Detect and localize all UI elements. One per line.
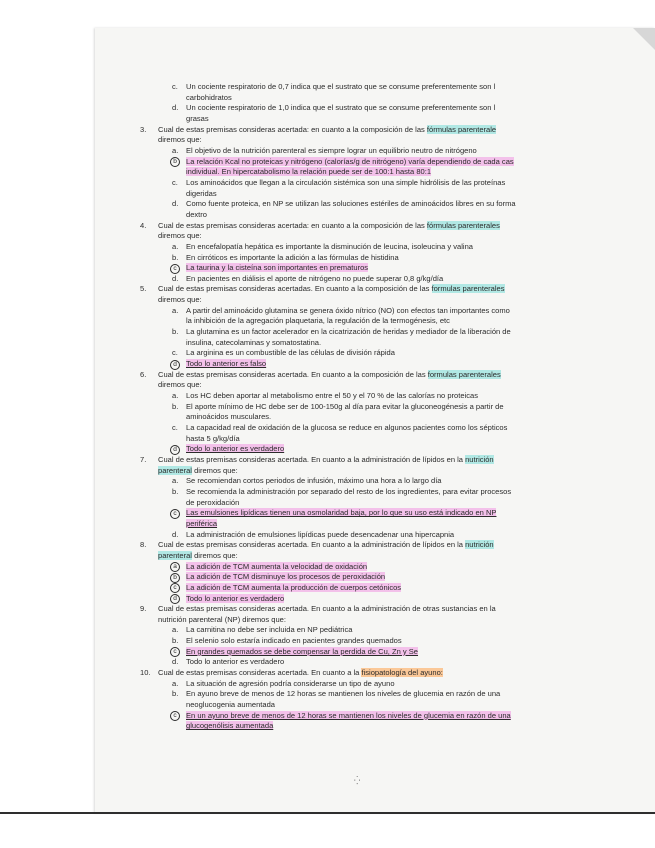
option-c-cont: hasta 5 g/kg/día — [186, 433, 240, 443]
option-a: a. Los HC deben aportar al metabolismo entre el 50 y el 70 % de las calorías no proteicas — [172, 391, 478, 401]
option-b: b. El selenio solo estaría indicado en pacientes grandes quemados — [172, 636, 402, 646]
option-a: a. La carnitina no debe ser incluida en NP pediátrica — [172, 625, 353, 635]
option-b-cont: individual. En hipercatabolismo la relación puede ser de 100:1 hasta 80:1 — [186, 167, 432, 177]
highlight: parenteral — [158, 465, 192, 475]
question-3: 3. Cual de estas premisas consideras acertada: en cuanto a la composición de las fórmulas parenterale — [140, 124, 497, 134]
exam-content — [140, 82, 655, 732]
option-d-circled: d Todo lo anterior es verdadero — [140, 444, 655, 455]
option-b-cont: de peroxidación — [186, 497, 240, 507]
option-d-circled: d Todo lo anterior es falso — [140, 359, 655, 370]
option-c: c. Un cociente respiratorio de 0,7 indica que el sustrato que se consume preferentemente son l — [172, 82, 496, 91]
option-c-cont: periférica — [186, 518, 218, 528]
option-a: a. El objetivo de la nutrición parenteral es siempre lograr un equilibrio neutro de nitrógeno — [172, 145, 477, 155]
highlight: nutrición — [465, 540, 494, 550]
option-c-circled: c Las emulsiones lipídicas tienen una osmolaridad baja, por lo que su uso está indicado en NP — [140, 508, 655, 519]
option-d: d. En pacientes en diálisis el aporte de nitrógeno no puede superar 0,8 g/kg/día — [172, 273, 444, 283]
option-c: c. La capacidad real de oxidación de la glucosa se reduce en algunos pacientes como los sépticos — [172, 423, 508, 432]
option-c-cont: digeridas — [186, 188, 217, 198]
highlight: formulas parenterales — [431, 284, 505, 294]
option-b-circled: b La adición de TCM disminuye los procesos de peroxidación — [140, 572, 655, 583]
option-b: b. El aporte mínimo de HC debe ser de 100-150g al día para evitar la gluconeogénesis a partir de — [172, 401, 504, 411]
question-8: 8. Cual de estas premisas consideras acertada. En cuanto a la administración de lípidos en la nutrición — [140, 540, 494, 550]
option-b: b. Se recomienda la administración por separado del resto de los ingredientes, para evitar procesos — [172, 486, 512, 496]
highlight: parenteral — [158, 550, 192, 560]
question-10: 10. Cual de estas premisas consideras acertada. En cuanto a la fisiopatología del ayuno: — [140, 668, 443, 678]
question-5: 5. Cual de estas premisas consideras acertadas. En cuanto a la composición de las formulas parenterales — [140, 284, 505, 294]
option-b: b. En cirróticos es importante la adición a las fórmulas de histidina — [172, 252, 399, 262]
highlight: fisiopatología del ayuno: — [361, 668, 443, 678]
highlight: nutrición — [465, 454, 494, 464]
option-b-cont: neoglucogenia aumentada — [186, 700, 275, 710]
option-a: a. En encefalopatía hepática es importante la disminución de leucina, isoleucina y valina — [172, 241, 473, 251]
option-a: a. Se recomiendan cortos periodos de infusión, máximo una hora a lo largo día — [172, 476, 442, 486]
option-d-circled: d Todo lo anterior es verdadero — [140, 594, 655, 605]
option-b: b. La glutamina es un factor acelerador en la cicatrización de heridas y mediador de la liberación de — [172, 327, 511, 337]
question-4: 4. Cual de estas premisas consideras acertada: en cuanto a la composición de las fórmulas parenterales — [140, 220, 500, 230]
option-b: b. En ayuno breve de menos de 12 horas se mantienen los niveles de glucemia en razón de una — [172, 689, 501, 699]
option-a: a. La situación de agresión podría considerarse un tipo de ayuno — [172, 678, 395, 688]
option-b-cont: aminoácidos musculares. — [186, 412, 272, 422]
option-c-cont: glucogenólisis aumentada — [186, 721, 274, 731]
option-d: d. Como fuente proteica, en NP se utilizan las soluciones estériles de aminoácidos libres en su forma — [172, 199, 516, 209]
question-8-cont: parenteral diremos que: — [158, 550, 238, 560]
option-c-cont: carbohidratos — [186, 92, 232, 102]
question-9-cont: nutrición parenteral (NP) diremos que: — [158, 614, 286, 624]
option-b-cont: insulina, catecolaminas y somatostatina. — [186, 337, 322, 347]
option-d-cont: grasas — [186, 113, 209, 123]
option-c-circled: c En un ayuno breve de menos de 12 horas se mantienen los niveles de glucemia en razón de una — [140, 711, 655, 722]
question-7: 7. Cual de estas premisas consideras acertada. En cuanto a la administración de lípidos en la nutrición — [140, 454, 494, 464]
option-a-circled: a La adición de TCM aumenta la velocidad de oxidación — [140, 562, 655, 573]
option-b-circled: b La relación Kcal no proteicas y nitrógeno (calorías/g de nitrógeno) varía dependiendo de cada cas — [140, 157, 655, 168]
option-c: c. Los aminoácidos que llegan a la circulación sistémica son una simple hidrólisis de las proteínas — [172, 177, 506, 187]
highlight: formulas parenterales — [427, 369, 501, 379]
option-a-cont: la inhibición de la agregación plaquetaria, la regulación de la termogénesis, etc — [186, 316, 450, 326]
question-9: 9. Cual de estas premisas consideras acertada. En cuanto a la administración de otras sustancias en la — [140, 604, 496, 614]
option-c: c. La arginina es un combustible de las células de división rápida — [172, 348, 395, 358]
highlight: fórmulas parenterales — [426, 220, 500, 230]
page-fold-corner — [633, 28, 655, 50]
highlight: fórmulas parenterale — [426, 124, 497, 134]
scan-bottom-edge — [0, 812, 655, 814]
option-c-circled: c En grandes quemados se debe compensar la perdida de Cu, Zn y Se — [140, 647, 655, 658]
option-c-circled: c La taurina y la cisteína son importantes en prematuros — [140, 263, 655, 274]
option-c-circled: c La adición de TCM aumenta la producción de cuerpos cetónicos — [140, 583, 655, 594]
option-d: d. Un cociente respiratorio de 1,0 indica que el sustrato que se consume preferentemente son l — [172, 103, 496, 113]
option-d: d. Todo lo anterior es verdadero — [172, 657, 285, 667]
question-6: 6. Cual de estas premisas consideras acertada. En cuanto a la composición de las formulas parenterales — [140, 369, 501, 379]
option-d-cont: dextro — [186, 209, 207, 219]
question-3-cont: diremos que: — [158, 135, 202, 145]
question-6-cont: diremos que: — [158, 380, 202, 390]
scan-speck-mark: ⁛ — [354, 776, 362, 785]
question-5-cont: diremos que: — [158, 295, 202, 305]
question-7-cont: parenteral diremos que: — [158, 465, 238, 475]
option-d: d. La administración de emulsiones lipídicas puede desencadenar una hipercapnia — [172, 529, 455, 539]
question-4-cont: diremos que: — [158, 231, 202, 241]
option-a: a. A partir del aminoácido glutamina se genera óxido nítrico (NO) con efectos tan importantes como — [172, 305, 510, 315]
